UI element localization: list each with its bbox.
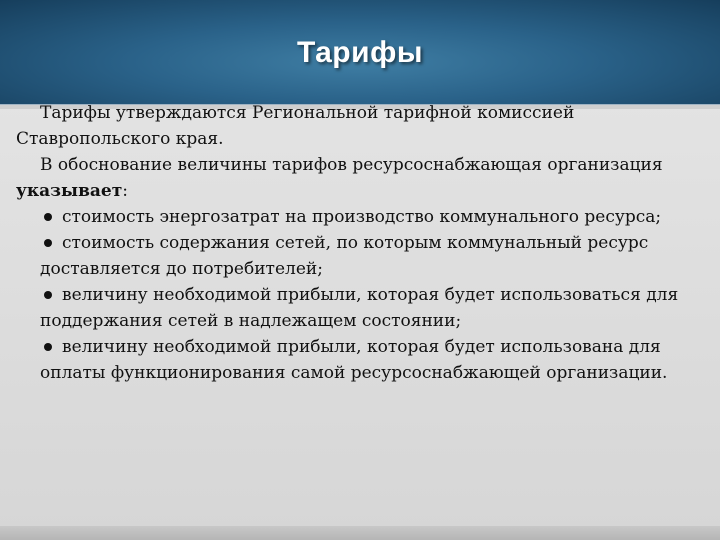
paragraph-approval: Тарифы утверждаются Региональной тарифной комиссией Ставропольского края. [16,103,575,149]
paragraph-justification-bold: указывает [16,181,123,201]
slide-body [16,100,706,386]
bullet-dot-icon [44,291,52,299]
list-item [40,334,706,386]
paragraph-justification-colon: : [122,181,128,201]
list-item-text: стоимость энергозатрат на производство коммунального ресурса; [62,207,662,227]
bullet-list [16,204,706,386]
bullet-dot-icon [44,213,52,221]
footer-bar [0,526,720,540]
list-item-text: величину необходимой прибыли, которая будет использована для оплаты функционирования самой ресурсоснабжающей организации. [40,337,668,383]
list-item [40,282,706,334]
list-item [40,230,706,282]
paragraph-justification-text: В обоснование величины тарифов ресурсоснабжающая организация [40,155,663,175]
bullet-dot-icon [44,239,52,247]
title-banner [0,0,720,104]
slide-title: Тарифы [297,36,423,69]
list-item [40,204,706,230]
bullet-dot-icon [44,343,52,351]
paragraph-justification [16,152,706,204]
list-item-text: стоимость содержания сетей, по которым коммунальный ресурс доставляется до потребителей; [40,233,649,279]
list-item-text: величину необходимой прибыли, которая будет использоваться для поддержания сетей в надлежащем состоянии; [40,285,679,331]
